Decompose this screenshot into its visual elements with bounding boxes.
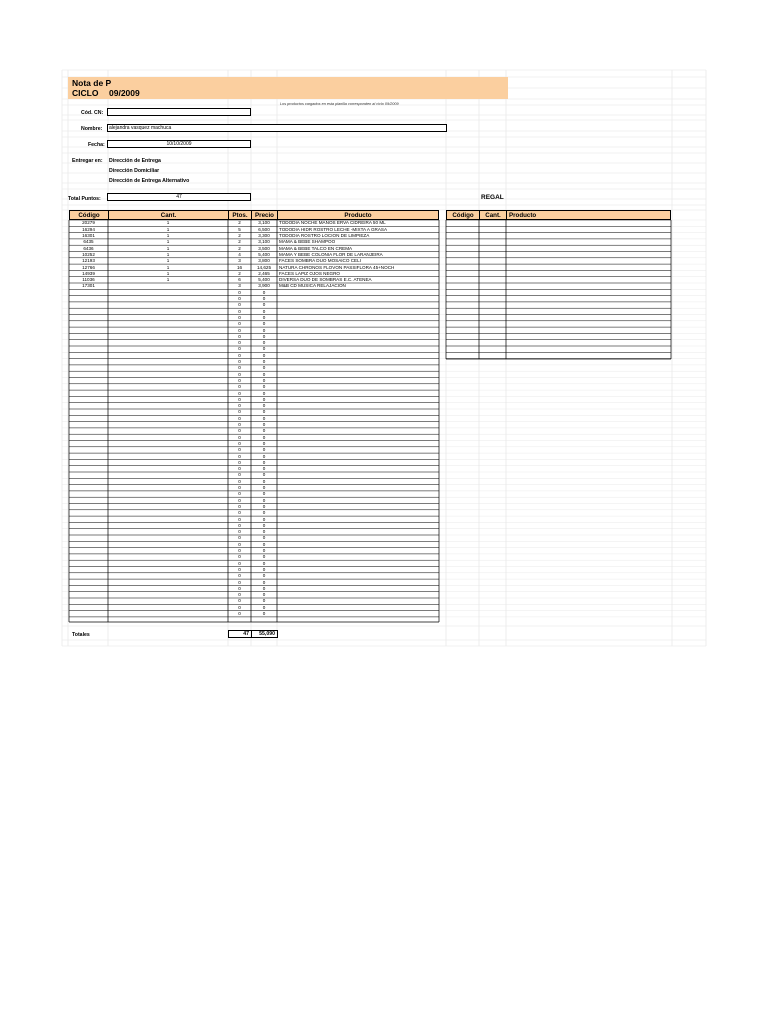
fecha-label: Fecha:	[88, 142, 105, 148]
cell-ptos[interactable]: 0	[238, 308, 241, 314]
fecha-field[interactable]: 10/10/2009	[107, 140, 251, 148]
cell-precio[interactable]: 0	[262, 466, 266, 472]
cell-producto[interactable]: TODODIA NOCHE MANOS ERVA CIDREIRA 50 ML	[279, 220, 386, 226]
cell-precio[interactable]: 0	[262, 327, 266, 333]
cell-precio[interactable]: 0	[262, 541, 266, 547]
cell-precio[interactable]: 0	[262, 497, 266, 503]
cell-precio[interactable]: 0	[262, 384, 266, 390]
cell-ptos[interactable]: 0	[238, 321, 241, 327]
cell-precio[interactable]: 0	[262, 409, 266, 415]
cell-precio[interactable]: 0	[262, 377, 266, 383]
cell-ptos[interactable]: 0	[238, 390, 241, 396]
cell-precio[interactable]: 3,800	[258, 258, 270, 264]
cell-ptos[interactable]: 0	[238, 384, 241, 390]
cell-precio[interactable]: 0	[262, 478, 266, 484]
cell-ptos[interactable]: 0	[238, 371, 241, 377]
cell-precio[interactable]: 0	[262, 440, 266, 446]
cell-precio[interactable]: 0	[262, 390, 266, 396]
cell-ptos[interactable]: 0	[238, 560, 241, 566]
cell-ptos[interactable]: 0	[238, 592, 241, 598]
cell-producto[interactable]: MAMA Y BEBE COLONIA FLOR DE LARANJEIRA	[279, 251, 383, 257]
total-puntos-field: 47	[107, 193, 251, 201]
cell-precio[interactable]: 0	[262, 289, 266, 295]
cell-ptos[interactable]: 0	[238, 535, 241, 541]
cell-precio[interactable]: 0	[262, 566, 266, 572]
cell-precio[interactable]: 0	[262, 472, 266, 478]
cell-codigo[interactable]: 16301	[82, 233, 95, 238]
regalo-header-codigo: Código	[446, 210, 480, 220]
header-codigo: Código	[69, 210, 109, 220]
cell-cant[interactable]: 1	[166, 233, 170, 238]
cell-ptos[interactable]: 0	[238, 466, 241, 472]
ciclo-label: CICLO	[72, 88, 99, 98]
cell-ptos[interactable]: 0	[238, 541, 241, 547]
cell-ptos[interactable]: 0	[238, 314, 241, 320]
cell-ptos[interactable]: 0	[238, 585, 241, 591]
cell-codigo[interactable]: 6435	[83, 239, 94, 245]
cell-ptos[interactable]: 0	[238, 566, 241, 572]
cell-ptos[interactable]: 2	[238, 245, 241, 251]
cell-producto[interactable]: MAMA & BEBE TALCO EN CREMA	[279, 245, 353, 251]
cell-cant[interactable]: 1	[166, 245, 170, 251]
cell-ptos[interactable]: 0	[238, 302, 241, 308]
cell-precio[interactable]: 0	[262, 308, 266, 314]
entregar-label: Entregar en:	[72, 158, 103, 164]
cell-precio[interactable]: 0	[262, 359, 266, 364]
cell-producto[interactable]: FACES LAPIZ OJOS NEGRO	[279, 270, 341, 276]
cell-codigo[interactable]: 11036	[82, 277, 95, 283]
cell-codigo[interactable]: 14939	[82, 270, 95, 276]
cell-ptos[interactable]: 3	[238, 258, 241, 264]
totals-precio: 55,090	[251, 630, 278, 638]
cell-precio[interactable]: 0	[262, 579, 266, 585]
cell-ptos[interactable]: 0	[238, 554, 241, 560]
regalo-header-producto: Producto	[506, 210, 671, 220]
cell-ptos[interactable]: 0	[238, 548, 241, 553]
cell-precio[interactable]: 3,500	[258, 245, 270, 251]
regalo-header-cant: Cant.	[479, 210, 507, 220]
cell-precio[interactable]: 0	[262, 491, 266, 497]
cell-ptos[interactable]: 0	[238, 352, 241, 358]
totals-label: Totales	[72, 632, 90, 638]
cell-precio[interactable]: 2,465	[258, 270, 270, 276]
cell-precio[interactable]: 0	[262, 434, 266, 440]
cell-ptos[interactable]: 3	[238, 283, 241, 289]
cell-codigo[interactable]: 12193	[82, 258, 95, 264]
cell-ptos[interactable]: 0	[238, 333, 241, 339]
cell-ptos[interactable]: 0	[238, 346, 241, 352]
cell-ptos[interactable]: 0	[238, 434, 241, 440]
cell-precio[interactable]: 0	[262, 415, 266, 421]
cell-codigo[interactable]: 10252	[82, 251, 95, 257]
cell-ptos[interactable]: 0	[238, 579, 241, 585]
cell-producto[interactable]: FACES SOMBRA DUO MOSAICO CELI	[279, 258, 361, 264]
cell-ptos[interactable]: 0	[238, 516, 241, 522]
cell-precio[interactable]: 0	[262, 573, 266, 579]
cell-precio[interactable]: 0	[262, 352, 266, 358]
cell-precio[interactable]: 0	[262, 529, 266, 535]
cell-producto[interactable]	[279, 611, 439, 617]
header-ptos: Ptos.	[228, 210, 252, 220]
cell-ptos[interactable]: 6	[238, 277, 241, 283]
cell-precio[interactable]: 0	[262, 396, 266, 402]
cod-cn-label: Cód. CN:	[81, 110, 104, 116]
cell-codigo[interactable]: 16294	[82, 226, 95, 232]
cell-producto[interactable]: TODODIA ROSTRO LOCION DE LIMPIEZA	[279, 233, 370, 238]
cell-cant[interactable]: 1	[166, 270, 170, 276]
cell-ptos[interactable]: 0	[238, 503, 241, 509]
cell-precio[interactable]: 3,300	[258, 233, 270, 238]
cell-codigo[interactable]: 17301	[82, 283, 95, 289]
cell-ptos[interactable]: 0	[238, 289, 241, 295]
cell-precio[interactable]: 0	[262, 453, 266, 459]
cell-ptos[interactable]: 0	[238, 478, 241, 484]
cell-precio[interactable]: 0	[262, 598, 266, 604]
cell-precio[interactable]: 0	[262, 447, 266, 453]
cell-ptos[interactable]: 0	[238, 327, 241, 333]
cell-cant[interactable]	[108, 611, 228, 617]
cell-ptos[interactable]: 0	[238, 422, 241, 427]
cell-precio[interactable]: 0	[262, 611, 266, 616]
cell-ptos[interactable]: 0	[238, 296, 241, 301]
cell-precio[interactable]: 0	[262, 333, 266, 339]
cell-codigo[interactable]: 12766	[82, 264, 95, 270]
page-title: Nota de P	[72, 78, 112, 88]
cell-ptos[interactable]: 0	[238, 415, 241, 421]
cell-ptos[interactable]: 16	[236, 264, 243, 270]
entrega-option-1[interactable]: Dirección de Entrega	[109, 158, 161, 164]
cell-precio[interactable]: 0	[262, 560, 266, 566]
cell-ptos[interactable]: 0	[238, 377, 241, 383]
cell-producto[interactable]: NATURA CHRONOS FLOVON PASSIFLORA 45+NOCH	[279, 264, 395, 270]
cell-precio[interactable]: 3,900	[258, 283, 270, 289]
cell-cant[interactable]: 1	[166, 264, 170, 270]
cell-ptos[interactable]: 0	[238, 340, 241, 346]
cell-ptos[interactable]: 0	[238, 403, 241, 409]
regalo-title: REGAL	[481, 194, 504, 201]
cell-ptos[interactable]: 0	[238, 428, 241, 434]
cell-precio[interactable]: 0	[262, 403, 266, 409]
cell-precio[interactable]: 0	[262, 422, 266, 427]
cell-ptos[interactable]: 0	[238, 440, 241, 446]
cell-ptos[interactable]: 2	[238, 239, 241, 245]
cell-ptos[interactable]: 2	[238, 233, 241, 238]
cell-ptos[interactable]: 0	[238, 497, 241, 503]
cell-precio[interactable]: 0	[262, 554, 266, 560]
cell-precio[interactable]: 0	[262, 296, 266, 301]
cell-precio[interactable]: 0	[262, 340, 266, 346]
cell-cant[interactable]: 1	[166, 220, 170, 226]
cell-precio[interactable]: 0	[262, 592, 266, 598]
total-puntos-label: Total Puntos:	[68, 196, 101, 202]
cell-precio[interactable]: 0	[262, 604, 266, 610]
cell-codigo[interactable]: 20279	[82, 220, 95, 226]
cell-ptos[interactable]: 0	[238, 573, 241, 579]
cell-ptos[interactable]: 0	[238, 598, 241, 604]
cell-ptos[interactable]: 0	[238, 522, 241, 528]
cell-precio[interactable]: 0	[262, 371, 266, 377]
cell-precio[interactable]: 0	[262, 314, 266, 320]
cell-ptos[interactable]: 0	[238, 604, 241, 610]
cell-codigo[interactable]	[69, 611, 108, 617]
cell-precio[interactable]: 0	[262, 516, 266, 522]
cell-cant[interactable]: 1	[166, 239, 170, 245]
cell-precio[interactable]: 0	[262, 585, 266, 591]
nombre-field[interactable]: alejandra vasquez machuca	[107, 124, 447, 132]
cell-cant[interactable]: 1	[166, 251, 170, 257]
cell-precio[interactable]: 0	[262, 548, 266, 553]
cell-ptos[interactable]: 0	[238, 529, 241, 535]
ciclo-note: Los productos cargados en esta planilla corresponden al ciclo 09/2009	[280, 102, 399, 106]
cell-precio[interactable]: 0	[262, 503, 266, 509]
cell-precio[interactable]: 0	[262, 485, 266, 490]
cell-producto[interactable]: M&B CD MUSICA RELAJACION	[279, 283, 346, 289]
cell-precio[interactable]: 0	[262, 428, 266, 434]
cell-ptos[interactable]: 0	[238, 447, 241, 453]
cell-precio[interactable]: 0	[262, 321, 266, 327]
cell-ptos[interactable]: 0	[238, 611, 241, 616]
cell-producto[interactable]: MAMA & BEBE SHAMPOO	[279, 239, 336, 245]
cell-precio[interactable]: 0	[262, 522, 266, 528]
cell-ptos[interactable]: 0	[238, 409, 241, 415]
cell-ptos[interactable]: 2	[238, 270, 241, 276]
cell-precio[interactable]: 6,500	[258, 226, 270, 232]
cell-ptos[interactable]: 4	[238, 251, 241, 257]
cell-producto[interactable]: DIVERSA DUO DE SOMBRAS E.C. ATENEA	[279, 277, 372, 283]
cell-ptos[interactable]: 5	[238, 226, 241, 232]
totals-ptos: 47	[228, 630, 252, 638]
cell-ptos[interactable]: 0	[238, 365, 241, 371]
cod-cn-field[interactable]	[107, 108, 251, 116]
cell-ptos[interactable]: 0	[238, 459, 241, 465]
entrega-option-3[interactable]: Dirección de Entrega Alternativo	[109, 178, 190, 184]
cell-precio[interactable]: 5,400	[258, 251, 270, 257]
cell-precio[interactable]: 0	[262, 459, 266, 465]
cell-ptos[interactable]: 0	[238, 359, 241, 364]
cell-producto[interactable]: TODODIA HIDR ROSTRO LECHE -MIXTA A GRASA	[279, 226, 388, 232]
cell-ptos[interactable]: 0	[238, 485, 241, 490]
cell-cant[interactable]: 1	[166, 258, 170, 264]
cell-ptos[interactable]: 0	[238, 510, 241, 516]
cell-ptos[interactable]: 2	[238, 220, 241, 226]
cell-cant[interactable]: 1	[166, 226, 170, 232]
cell-ptos[interactable]: 0	[238, 453, 241, 459]
cell-precio[interactable]: 14,625	[256, 264, 272, 270]
header-cant: Cant.	[108, 210, 229, 220]
cell-precio[interactable]: 3,100	[258, 239, 270, 245]
header-producto: Producto	[277, 210, 439, 220]
cell-precio[interactable]: 0	[262, 365, 266, 371]
cell-ptos[interactable]: 0	[238, 472, 241, 478]
cell-precio[interactable]: 0	[262, 535, 266, 541]
cell-ptos[interactable]: 0	[238, 491, 241, 497]
cell-precio[interactable]: 0	[262, 346, 266, 352]
header-precio: Precio	[251, 210, 278, 220]
cell-precio[interactable]: 3,100	[258, 220, 270, 226]
cell-cant[interactable]: 1	[166, 277, 170, 283]
cell-ptos[interactable]: 0	[238, 396, 241, 402]
nombre-label: Nombre:	[81, 126, 103, 132]
entrega-option-2[interactable]: Dirección Domiciliar	[109, 168, 160, 174]
ciclo-value: 09/2009	[109, 88, 140, 98]
cell-precio[interactable]: 5,400	[258, 277, 270, 283]
cell-precio[interactable]: 0	[262, 510, 266, 516]
cell-precio[interactable]: 0	[262, 302, 266, 308]
cell-codigo[interactable]: 6436	[83, 245, 94, 251]
